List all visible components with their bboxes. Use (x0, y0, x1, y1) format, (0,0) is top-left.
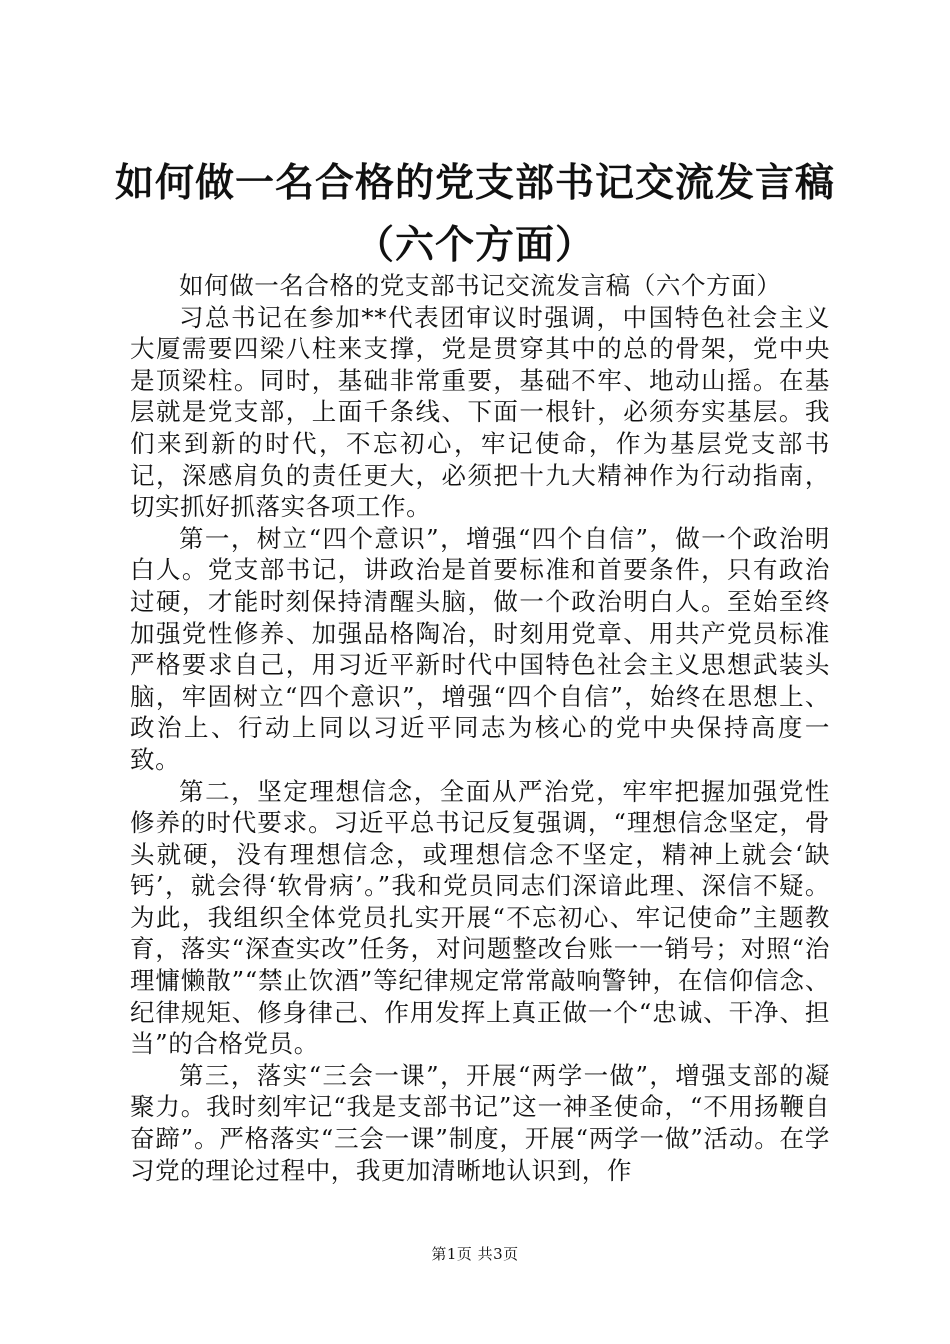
section-two-paragraph: 第二，坚定理想信念，全面从严治党，牢牢把握加强党性修养的时代要求。习近平总书记反复强调，“理想信念坚定，骨头就硬，没有理想信念，或理想信念不坚定，精神上就会‘缺钙’，就会得‘软骨病’。”我和党员同志们深谙此理、深信不疑。为此，我组织全体党员扎实开展“不忘初心、牢记使命”主题教育，落实“深查实改”任务，对问题整改台账一一销号；对照“治理慵懒散”“禁止饮酒”等纪律规定常常敲响警钟，在信仰信念、纪律规矩、修身律己、作用发挥上真正做一个“忠诚、干净、担当”的合格党员。 (130, 776, 830, 1059)
section-three-paragraph: 第三，落实“三会一课”，开展“两学一做”，增强支部的凝聚力。我时刻牢记“我是支部书记”这一神圣使命，“不用扬鞭自奋蹄”。严格落实“三会一课”制度，开展“两学一做”活动。在学习党的理论过程中，我更加清晰地认识到，作 (130, 1060, 830, 1185)
document-title: 如何做一名合格的党支部书记交流发言稿（六个方面） (114, 160, 835, 268)
subtitle-paragraph: 如何做一名合格的党支部书记交流发言稿（六个方面） (179, 271, 782, 300)
page-number-footer: 第1页 共3页 (431, 1245, 519, 1263)
section-one-paragraph: 第一，树立“四个意识”，增强“四个自信”，做一个政治明白人。党支部书记，讲政治是首要标准和首要条件，只有政治过硬，才能时刻保持清醒头脑，做一个政治明白人。至始至终加强党性修养、加强品格陶冶，时刻用党章、用共产党员标准严格要求自己，用习近平新时代中国特色社会主义思想武装头脑，牢固树立“四个意识”，增强“四个自信”，始终在思想上、政治上、行动上同以习近平同志为核心的党中央保持高度一致。 (130, 523, 830, 774)
document-body (130, 270, 830, 1186)
intro-paragraph: 习总书记在参加**代表团审议时强调，中国特色社会主义大厦需要四梁八柱来支撑，党是贯穿其中的总的骨架，党中央是顶梁柱。同时，基础非常重要，基础不牢、地动山摇。在基层就是党支部，上面千条线、下面一根针，必须夯实基层。我们来到新的时代，不忘初心，牢记使命，作为基层党支部书记，深感肩负的责任更大，必须把十九大精神作为行动指南，切实抓好抓落实各项工作。 (130, 302, 830, 522)
